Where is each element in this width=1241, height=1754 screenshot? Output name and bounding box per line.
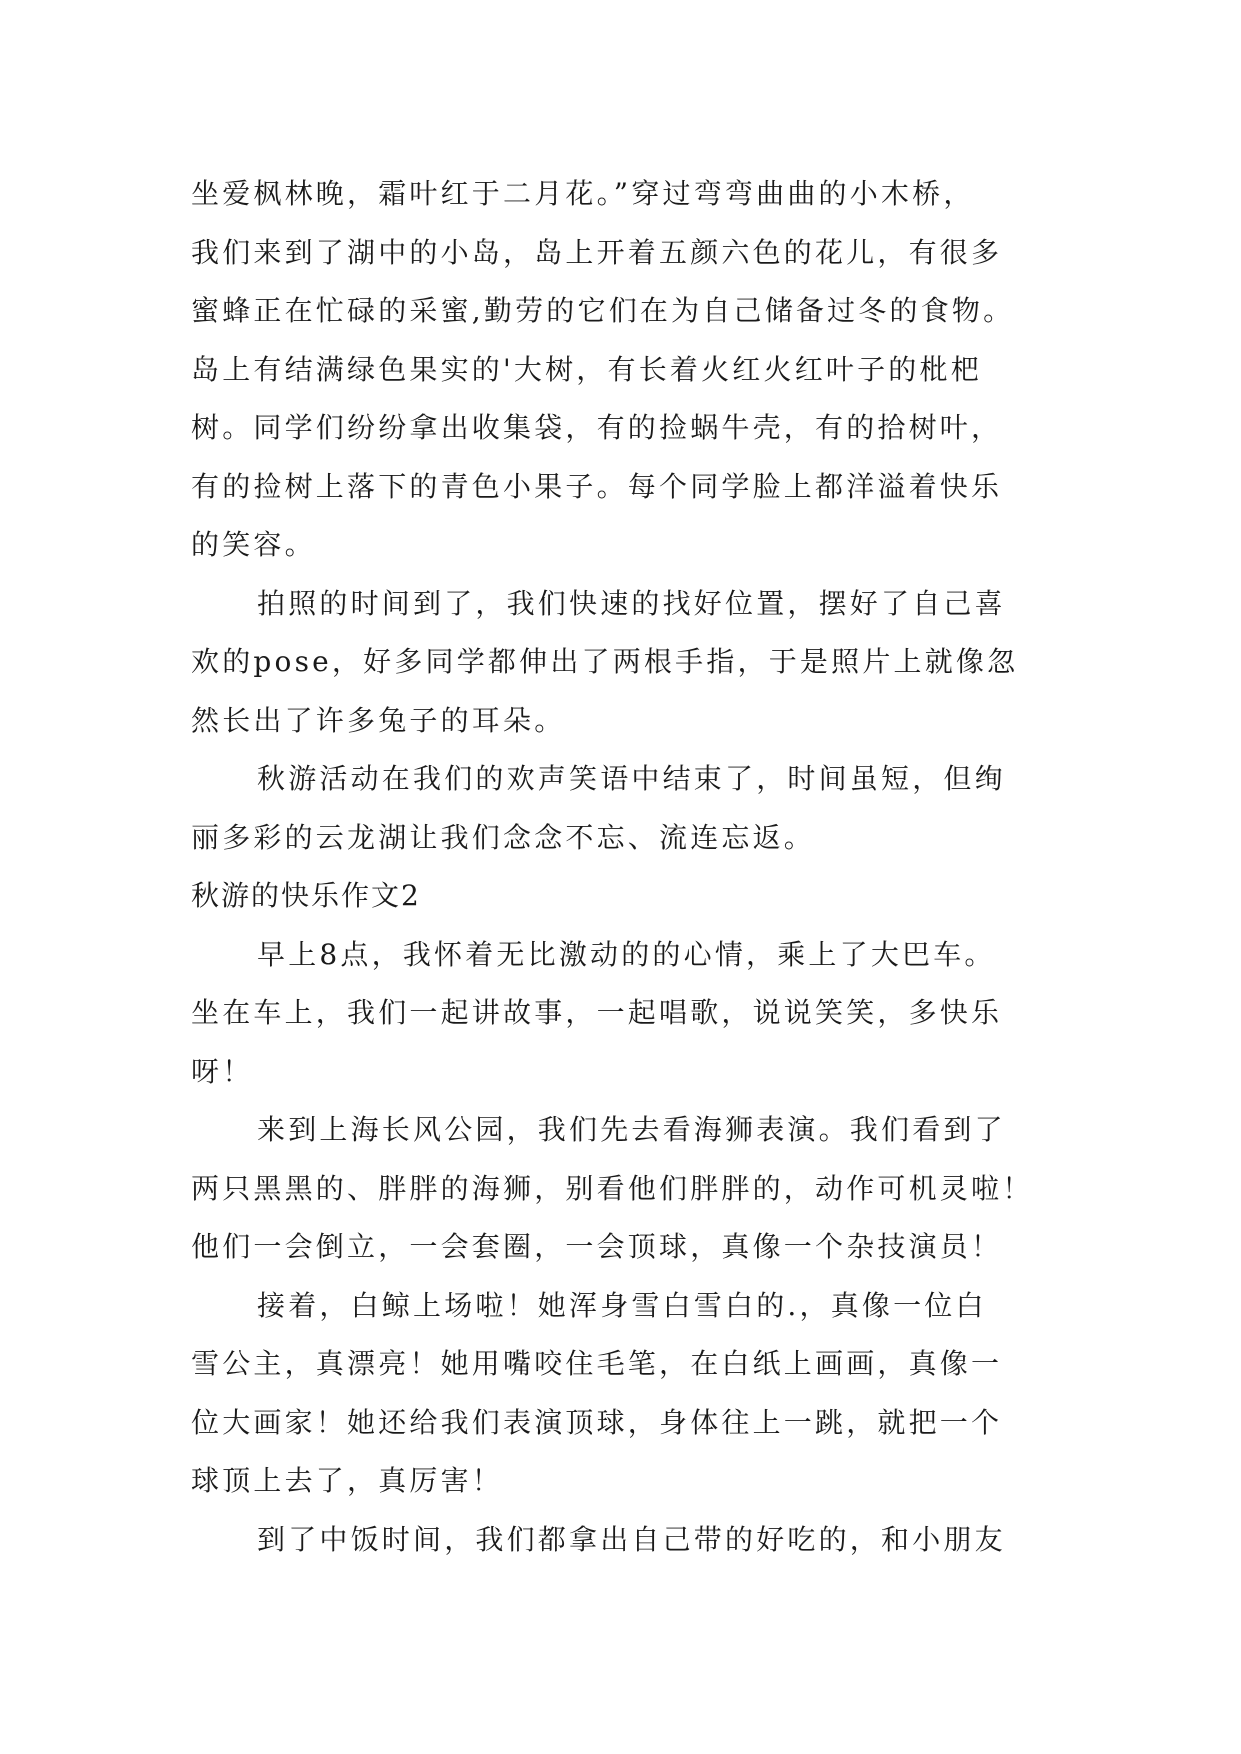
text-line: 球顶上去了，真厉害！ [191,1464,504,1497]
text-line: 呀！ [191,1054,254,1088]
text-line: 丽多彩的云龙湖让我们念念不忘、流连忘返。 [191,820,816,854]
text-line: 的笑容。 [191,528,316,561]
text-line: 他们一会倒立，一会套圈，一会顶球，真像一个杂技演员！ [191,1230,1003,1263]
text-line: 位大画家！她还给我们表演顶球，身体往上一跳，就把一个 [191,1405,1003,1439]
text-line: 我们来到了湖中的小岛，岛上开着五颜六色的花儿，有很多 [191,235,1003,269]
text-line: 坐爱枫林晚，霜叶红于二月花。”穿过弯弯曲曲的小木桥， [191,177,975,210]
text-line: 有的捡树上落下的青色小果子。每个同学脸上都洋溢着快乐 [191,469,1003,503]
text-line: 蜜蜂正在忙碌的采蜜,勤劳的它们在为自己储备过冬的食物。 [191,294,1015,327]
text-line: 两只黑黑的、胖胖的海狮，别看他们胖胖的，动作可机灵啦！ [191,1171,1034,1205]
text-line: 树。同学们纷纷拿出收集袋，有的捡蜗牛壳，有的拾树叶， [191,411,1003,444]
paragraph-first-line: 接着，白鲸上场啦！她浑身雪白雪白的.，真像一位白 [257,1288,987,1322]
section-heading: 秋游的快乐作文2 [191,879,421,912]
text-line: 然长出了许多兔子的耳朵。 [191,703,566,737]
text-line: 坐在车上，我们一起讲故事，一起唱歌，说说笑笑，多快乐 [191,996,1003,1029]
text-line: 岛上有结满绿色果实的'大树，有长着火红火红叶子的枇杷 [191,352,982,386]
paragraph-first-line: 秋游活动在我们的欢声笑语中结束了，时间虽短，但绚 [257,762,1006,795]
paragraph-first-line: 到了中饭时间，我们都拿出自己带的好吃的，和小朋友 [257,1522,1006,1556]
paragraph-first-line: 拍照的时间到了，我们快速的找好位置，摆好了自己喜 [257,586,1006,620]
text-line: 雪公主，真漂亮！她用嘴咬住毛笔，在白纸上画画，真像一 [191,1347,1003,1380]
paragraph-first-line: 早上8点，我怀着无比激动的的心情，乘上了大巴车。 [257,937,996,971]
text-line: 欢的pose，好多同学都伸出了两根手指，于是照片上就像忽 [191,645,1019,678]
paragraph-first-line: 来到上海长风公园，我们先去看海狮表演。我们看到了 [257,1113,1006,1146]
document-body [191,165,1071,1569]
